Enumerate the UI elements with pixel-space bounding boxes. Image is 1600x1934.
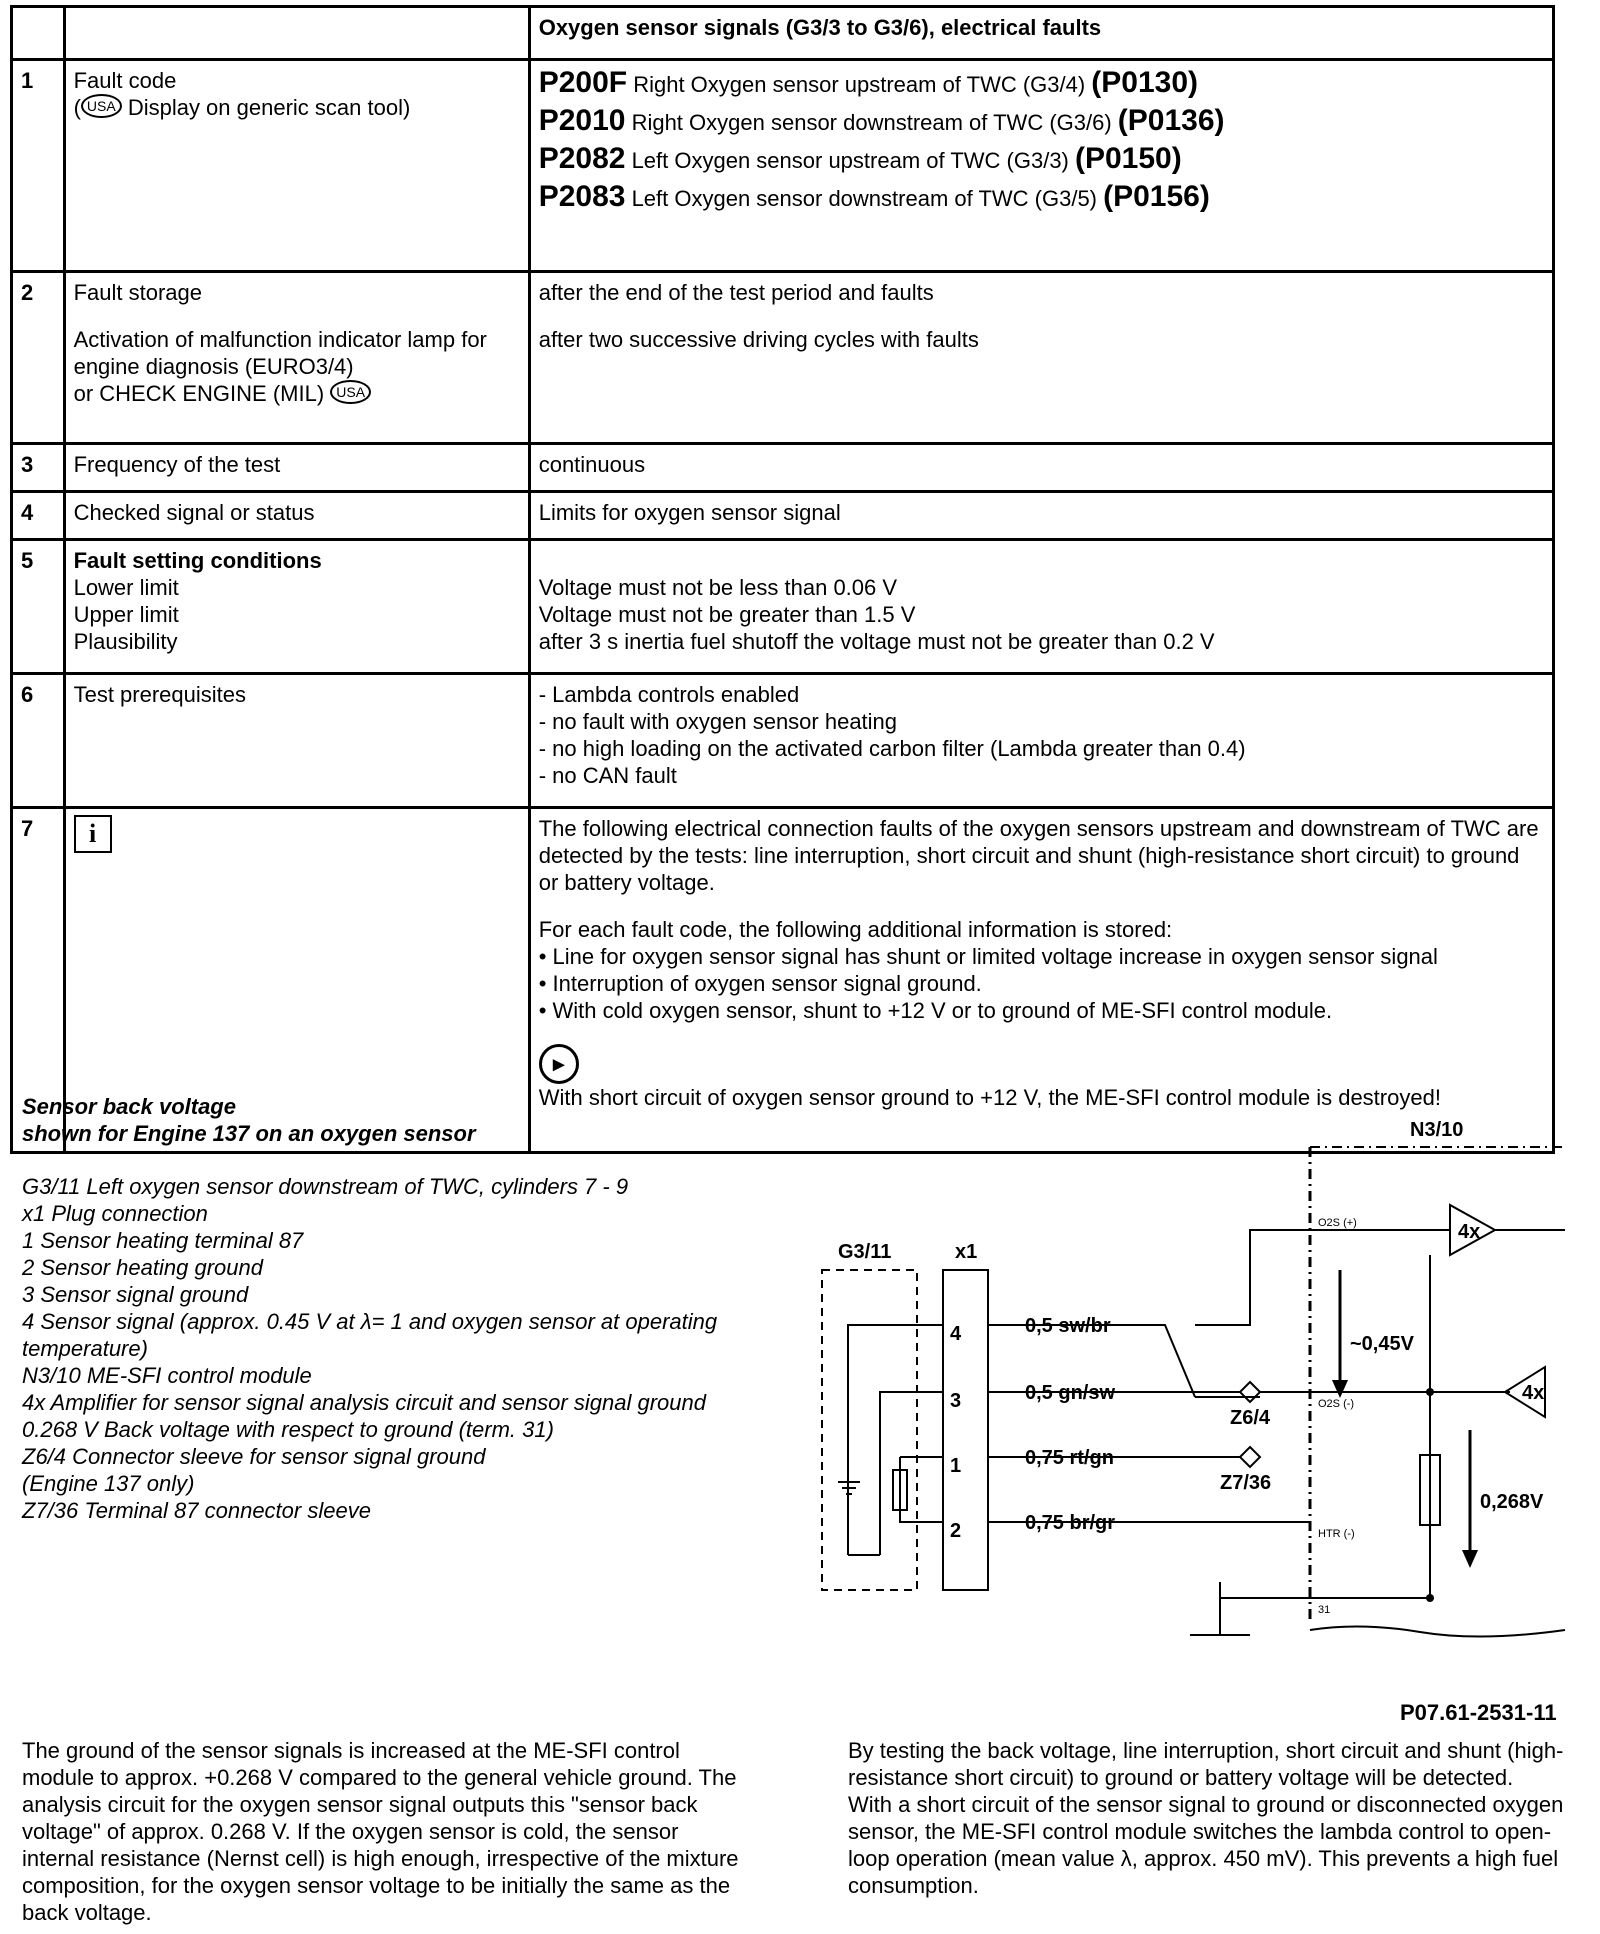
- legend-item: 4x Amplifier for sensor signal analysis circuit and sensor signal ground: [22, 1390, 706, 1415]
- row-number: 4: [12, 492, 65, 540]
- table-row: [12, 60, 1554, 272]
- plug-x1: [943, 1270, 988, 1590]
- wiring-diagram: [790, 1100, 1570, 1660]
- spacer: [22, 1147, 722, 1173]
- row-value: continuous: [529, 444, 1553, 492]
- row-value: [529, 674, 1553, 808]
- table-title: Oxygen sensor signals (G3/3 to G3/6), electrical faults: [529, 7, 1553, 60]
- code-desc: Left Oxygen sensor upstream of TWC (G3/3): [625, 148, 1075, 173]
- pin-1: 1: [950, 1455, 962, 1477]
- fault-setting-label: Fault setting conditions: [73, 548, 322, 573]
- check-engine-label: [74, 380, 520, 407]
- label-htr: HTR (-): [1318, 1528, 1355, 1540]
- row-number: 3: [12, 444, 65, 492]
- row-number: 5: [12, 540, 65, 674]
- mil-label: Activation of malfunction indicator lamp for engine diagnosis (EURO3/4): [73, 327, 487, 379]
- table-row: [12, 492, 1554, 540]
- fault-code-line: [539, 141, 1544, 179]
- legend-subtitle: shown for Engine 137 on an oxygen sensor: [22, 1121, 476, 1146]
- code-alt: (P0130): [1091, 66, 1199, 99]
- fault-code-line: [539, 103, 1544, 141]
- header-empty-1: [12, 7, 65, 60]
- pin-3: 3: [950, 1390, 962, 1412]
- label-g311: G3/11: [838, 1241, 892, 1263]
- label-z64: Z6/4: [1230, 1407, 1271, 1429]
- junction-dot: [1426, 1388, 1434, 1396]
- paragraph-right-2: With a short circuit of the sensor signal to ground or disconnected oxygen sensor, the ME-SFI control module switches the lambda control to open-loop operation (mean value λ, approx. 450 mV). This prevents a high fuel consumption.: [848, 1792, 1564, 1898]
- usa-icon: USA: [81, 94, 122, 118]
- legend-item: G3/11 Left oxygen sensor downstream of TWC, cylinders 7 - 9: [22, 1174, 629, 1199]
- paragraph-left: The ground of the sensor signals is increased at the ME-SFI control module to approx. +0.268 V compared to the general vehicle ground. The analysis circuit for the oxygen sensor signal outputs this "sensor back voltage" of approx. 0.268 V. If the oxygen sensor is cold, the sensor internal resistance (Nernst cell) is high enough, irrespective of the mixture composition, for the oxygen sensor voltage to be initially the same as the back voltage.: [22, 1738, 739, 1925]
- legend-item: x1 Plug connection: [22, 1201, 208, 1226]
- row-label: Checked signal or status: [64, 492, 529, 540]
- wire-label-rt-gn: 0,75 rt/gn: [1025, 1447, 1114, 1469]
- legend-item: 3 Sensor signal ground: [22, 1282, 249, 1307]
- warning-text: With short circuit of oxygen sensor ground to +12 V, the ME-SFI control module is destroyed!: [538, 1085, 1441, 1110]
- list-item: - no CAN fault: [538, 763, 677, 788]
- list-item: - no high loading on the activated carbon filter (Lambda greater than 0.4): [538, 736, 1246, 761]
- legend-item: 2 Sensor heating ground: [22, 1255, 263, 1280]
- list-item: - Lambda controls enabled: [538, 682, 800, 707]
- label-v0268: 0,268V: [1480, 1491, 1544, 1513]
- row-value: Limits for oxygen sensor signal: [529, 492, 1553, 540]
- row-label: Test prerequisites: [64, 674, 529, 808]
- label-v045: ~0,45V: [1350, 1333, 1414, 1355]
- info-paragraph: For each fault code, the following additional information is stored:: [538, 917, 1173, 942]
- fault-code-sub: [74, 94, 520, 121]
- label-o2s-plus: O2S (+): [1318, 1217, 1357, 1229]
- code: P200F: [538, 66, 628, 99]
- module-boundary-bottom: [1310, 1626, 1565, 1636]
- upper-limit-value: Voltage must not be greater than 1.5 V: [538, 602, 916, 627]
- table-row: [12, 272, 1554, 444]
- wire-to-o2s-plus: [1195, 1230, 1310, 1325]
- list-item: - no fault with oxygen sensor heating: [538, 709, 898, 734]
- plausibility-label: Plausibility: [73, 629, 178, 654]
- wire-to-31: [1220, 1582, 1310, 1598]
- row-value: [529, 540, 1553, 674]
- code: P2082: [538, 142, 626, 175]
- list-item: • With cold oxygen sensor, shunt to +12 V or to ground of ME-SFI control module.: [538, 998, 1333, 1023]
- legend-item: Z6/4 Connector sleeve for sensor signal ground: [22, 1444, 486, 1469]
- fault-table: [10, 5, 1555, 1154]
- code-desc: Right Oxygen sensor downstream of TWC (G3/6): [625, 110, 1118, 135]
- lower-limit-label: Lower limit: [73, 575, 179, 600]
- sub-text: Display on generic scan tool): [121, 95, 411, 120]
- arrow-head-0268: [1462, 1550, 1478, 1568]
- legend-item: (Engine 137 only): [22, 1471, 195, 1496]
- list-item: • Line for oxygen sensor signal has shunt or limited voltage increase in oxygen sensor signal: [538, 944, 1438, 969]
- row-number: 6: [12, 674, 65, 808]
- pin-2: 2: [950, 1520, 962, 1542]
- wire-label-gn-sw: 0,5 gn/sw: [1025, 1382, 1116, 1404]
- fault-code-line: [539, 65, 1544, 103]
- figure-reference: P07.61-2531-11: [1400, 1700, 1557, 1725]
- sensor-boundary: [822, 1270, 917, 1590]
- paragraph-right: [848, 1737, 1578, 1899]
- mil-value: after two successive driving cycles with faults: [538, 327, 979, 352]
- check-engine-text: or CHECK ENGINE (MIL): [73, 381, 325, 406]
- row-value: [529, 272, 1553, 444]
- label-amp-lower: 4x: [1522, 1382, 1545, 1404]
- lower-limit-value: Voltage must not be less than 0.06 V: [538, 575, 898, 600]
- row-label: [64, 272, 529, 444]
- label-31: 31: [1318, 1604, 1331, 1616]
- sleeve-z736: [1240, 1447, 1260, 1467]
- diagram-legend: [22, 1093, 722, 1524]
- warning-icon-wrap: [539, 1044, 1544, 1084]
- wire-label-sw-br: 0,5 sw/br: [1025, 1315, 1111, 1337]
- table-row: [12, 444, 1554, 492]
- row-number: 7: [12, 808, 65, 1153]
- fault-code-line: [539, 179, 1544, 217]
- code-desc: Left Oxygen sensor downstream of TWC (G3/5): [625, 186, 1104, 211]
- wire-sw-br-route: [1130, 1325, 1195, 1397]
- fault-code-label: Fault code: [73, 68, 177, 93]
- usa-icon: USA: [330, 380, 371, 404]
- spacer: [539, 1024, 1544, 1044]
- code-alt: (P0136): [1117, 104, 1225, 137]
- fault-code-list: [529, 60, 1553, 272]
- sleeve-z64: [1240, 1382, 1260, 1402]
- table-row: [12, 540, 1554, 674]
- legend-item: 4 Sensor signal (approx. 0.45 V at λ= 1 and oxygen sensor at operating temperature): [22, 1309, 718, 1361]
- upper-limit-label: Upper limit: [73, 602, 179, 627]
- spacer: [539, 547, 1544, 574]
- spacer: [539, 306, 1544, 326]
- code-alt: (P0156): [1103, 180, 1210, 213]
- code-desc: Right Oxygen sensor upstream of TWC (G3/4): [627, 72, 1092, 97]
- legend-title: Sensor back voltage: [22, 1094, 236, 1119]
- legend-item: Z7/36 Terminal 87 connector sleeve: [22, 1498, 371, 1523]
- info-icon: i: [74, 815, 112, 853]
- code-alt: (P0150): [1075, 142, 1182, 175]
- arrow-head-045: [1332, 1380, 1348, 1398]
- label-o2s-minus: O2S (-): [1318, 1398, 1355, 1410]
- code: P2010: [538, 104, 626, 137]
- label-x1: x1: [955, 1241, 978, 1263]
- warning-icon: ▸: [539, 1044, 579, 1084]
- pin-4: 4: [950, 1323, 962, 1345]
- label-amp-upper: 4x: [1458, 1221, 1481, 1243]
- junction-dot: [1426, 1594, 1434, 1602]
- internal-ground-bus: [1310, 1255, 1430, 1598]
- legend-item: N3/10 ME-SFI control module: [22, 1363, 312, 1388]
- header-empty-2: [64, 7, 529, 60]
- row-label: Frequency of the test: [64, 444, 529, 492]
- paren: (: [73, 95, 81, 120]
- fault-storage-label: Fault storage: [73, 280, 202, 305]
- row-number: 1: [12, 60, 65, 272]
- legend-item: 0.268 V Back voltage with respect to ground (term. 31): [22, 1417, 554, 1442]
- sensor-wire-3: [880, 1392, 943, 1555]
- row-label: [64, 540, 529, 674]
- code: P2083: [538, 180, 626, 213]
- spacer: [74, 306, 520, 326]
- table-row: [12, 674, 1554, 808]
- list-item: • Interruption of oxygen sensor signal ground.: [538, 971, 982, 996]
- wire-label-br-gr: 0,75 br/gr: [1025, 1512, 1116, 1534]
- spacer: [539, 896, 1544, 916]
- sensor-wire-4: [848, 1325, 943, 1555]
- info-paragraph: The following electrical connection faults of the oxygen sensors upstream and downstream of TWC are detected by the tests: line interruption, short circuit and shunt (high-resistance short circuit) to ground or battery voltage.: [538, 816, 1539, 895]
- fault-storage-value: after the end of the test period and faults: [538, 280, 934, 305]
- legend-item: 1 Sensor heating terminal 87: [22, 1228, 304, 1253]
- row-number: 2: [12, 272, 65, 444]
- label-n310: N3/10: [1410, 1119, 1464, 1141]
- chassis-ground: [1190, 1598, 1250, 1635]
- plausibility-value: after 3 s inertia fuel shutoff the voltage must not be greater than 0.2 V: [538, 629, 1215, 654]
- paragraph-right-1: By testing the back voltage, line interruption, short circuit and shunt (high-resistance short circuit) to ground or battery voltage will be detected.: [848, 1738, 1564, 1790]
- table-header-row: [12, 7, 1554, 60]
- row-label: [64, 60, 529, 272]
- label-z736: Z7/36: [1220, 1472, 1272, 1494]
